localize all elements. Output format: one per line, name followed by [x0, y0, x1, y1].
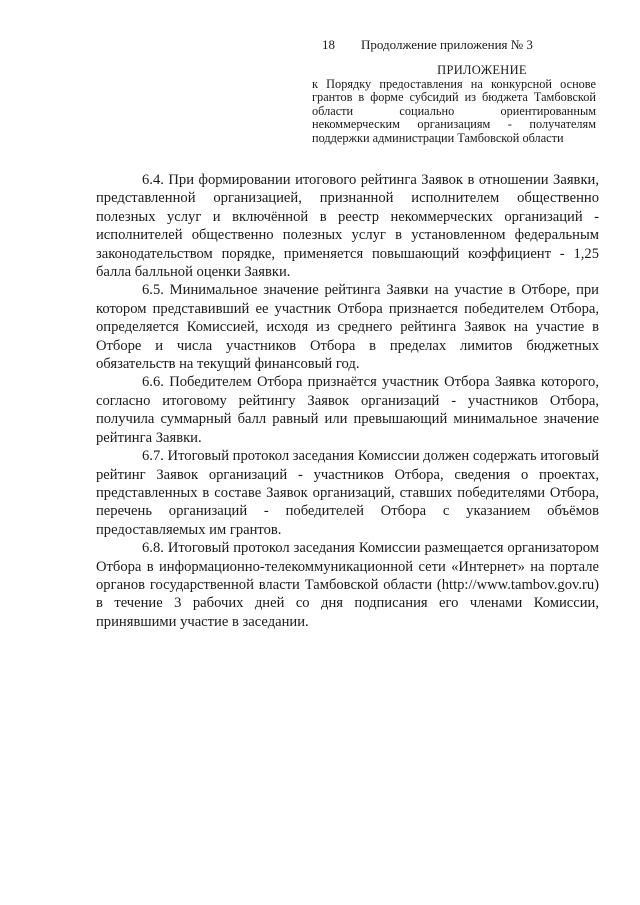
- page-header: [322, 37, 533, 53]
- paragraph-6-7: 6.7. Итоговый протокол заседания Комиссии должен содержать итоговый рейтинг Заявок организаций - участников Отбора, сведения о проектах, представленных в составе Заявок организаций, ставших победителями Отбора, перечень организаций - победителей Отбора с указанием объёмов предоставляемых им грантов.: [96, 448, 599, 538]
- page-number: 18: [322, 37, 335, 52]
- document-body: [96, 171, 599, 631]
- continuation-label: Продолжение приложения № 3: [361, 37, 533, 52]
- paragraph-6-4: 6.4. При формировании итогового рейтинга Заявок в отношении Заявки, представленной организацией, признанной исполнителем общественно полезных услуг и включённой в реестр некоммерческих организаций - исполнителей общественно полезных услуг в установленном федеральным законодательством порядке, применяется повышающий коэффициент - 1,25 балла балльной оценки Заявки.: [96, 172, 599, 281]
- paragraph-6-6: 6.6. Победителем Отбора признаётся участник Отбора Заявка которого, согласно итоговому рейтингу Заявок организаций - участников Отбора, получила суммарный балл равный или превышающий минимальное значение рейтинга Заявки.: [96, 374, 599, 446]
- appendix-block: [312, 64, 596, 146]
- paragraph-6-5: 6.5. Минимальное значение рейтинга Заявки на участие в Отборе, при котором представивший ее участник Отбора признается победителем Отбора, определяется Комиссией, исходя из среднего рейтинга Заявок на участие в Отборе и числа участников Отбора в пределах лимитов бюджетных обязательств на текущий финансовый год.: [96, 282, 599, 373]
- paragraph-6-8: 6.8. Итоговый протокол заседания Комиссии размещается организатором Отбора в информационно-телекоммуникационной сети «Интернет» на портале органов государственной власти Тамбовской области (http://www.tambov.gov.ru) в течение 3 рабочих дней со дня подписания его членами Комиссии, принявшими участие в заседании.: [96, 540, 599, 630]
- appendix-text: к Порядку предоставления на конкурсной основе грантов в форме субсидий из бюджета Тамбовской области социально ориентированным некоммерческим организациям - получателям поддержки администрации Тамбовской области: [312, 76, 596, 145]
- appendix-title: ПРИЛОЖЕНИЕ: [437, 63, 527, 77]
